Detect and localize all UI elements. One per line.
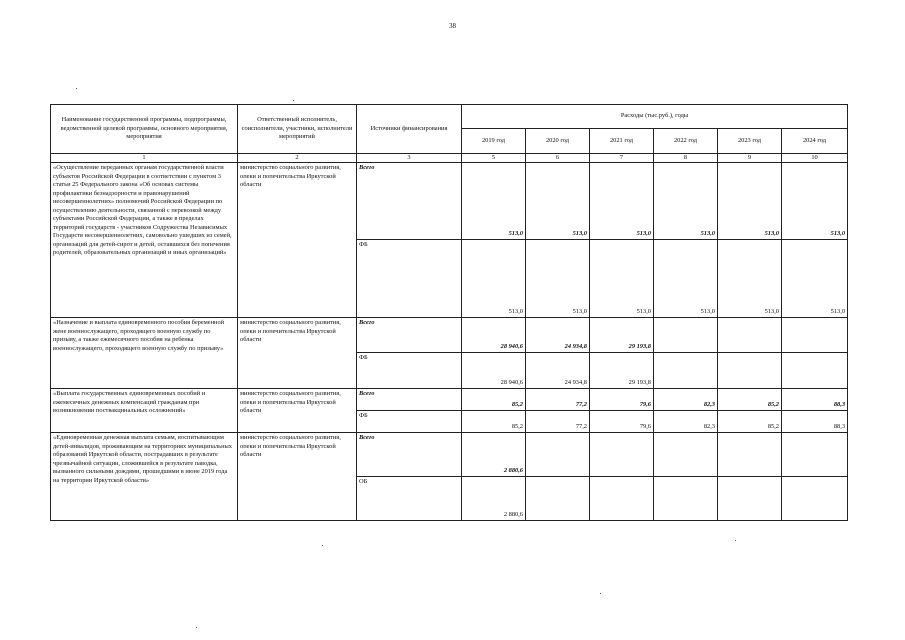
source-label: Всего: [357, 389, 462, 411]
expense-value: 513,0: [590, 240, 654, 318]
section-executor: министерство социального развития, опеки и попечительства Иркутской области: [238, 389, 357, 433]
column-number: 2: [238, 154, 357, 163]
header-program-name: Наименование государственной программы, подпрограммы, ведомственной целевой программы, основного мероприятия, мероприятия: [51, 105, 238, 154]
header-year: 2021 год: [590, 129, 654, 154]
expense-value: 82,3: [654, 411, 718, 433]
scan-speck: [600, 593, 601, 594]
column-number: 5: [462, 154, 526, 163]
section-executor: министерство социального развития, опеки и попечительства Иркутской области: [238, 163, 357, 318]
table-row: [51, 433, 848, 477]
expense-value: 2 880,6: [462, 477, 526, 521]
expense-value: [782, 353, 848, 389]
scan-speck: [76, 88, 77, 89]
source-label: ФБ: [357, 411, 462, 433]
expense-value: [654, 318, 718, 353]
expense-value: 77,2: [526, 389, 590, 411]
expense-value: 24 934,8: [526, 318, 590, 353]
expense-value: 79,6: [590, 389, 654, 411]
expense-value: [718, 353, 782, 389]
header-expenses: Расходы (тыс.руб.), годы: [462, 105, 848, 129]
expense-value: 2 880,6: [462, 433, 526, 477]
expense-value: [654, 353, 718, 389]
column-number: 7: [590, 154, 654, 163]
expense-value: [718, 433, 782, 477]
page-number: 38: [449, 22, 456, 30]
scan-speck: [196, 627, 197, 628]
header-year: 2019 год: [462, 129, 526, 154]
expense-value: 513,0: [590, 163, 654, 240]
section-executor: министерство социального развития, опеки и попечительства Иркутской области: [238, 318, 357, 389]
source-label: ФБ: [357, 353, 462, 389]
expense-value: 513,0: [526, 163, 590, 240]
expense-value: 28 940,6: [462, 353, 526, 389]
source-label: Всего: [357, 163, 462, 240]
column-number: 8: [654, 154, 718, 163]
expense-value: [718, 477, 782, 521]
expense-value: 85,2: [462, 411, 526, 433]
table-row: [51, 163, 848, 240]
column-number: 1: [51, 154, 238, 163]
section-name: «Осуществление переданных органам государственной власти субъектов Российской Федерации в соответствии с пунктом 3 статьи 25 Федерального закона «Об основах системы профилактики безнадзорности и правонарушений несовершеннолетних» полномочий Российской Федерации по осуществлению деятельности, связанной с перевозкой между субъектами Российской Федерации, а также в пределах территорий государств - участников Содружества Независимых Государств несовершеннолетних, самовольно ушедших из семей, организаций для детей-сирот и детей, оставшихся без попечения родителей, образовательных организаций и иных организаций»: [51, 163, 238, 318]
table-body: [51, 154, 848, 521]
table-header: [51, 105, 848, 154]
expense-value: [782, 318, 848, 353]
header-sources: Источники финансирования: [357, 105, 462, 154]
expense-value: [782, 477, 848, 521]
scan-speck: [735, 540, 736, 541]
expense-value: 513,0: [462, 240, 526, 318]
expense-value: [654, 433, 718, 477]
section-name: «Выплата государственных единовременных пособий и ежемесячных денежных компенсаций гражданам при возникновении поствакцинальных осложнений»: [51, 389, 238, 433]
section-name: «Единовременная денежная выплата семьям, воспитывающим детей-инвалидов, проживающим на территориях муниципальных образований Иркутской области, пострадавших в результате чрезвычайной ситуации, сложившейся в результате паводка, вызванного сильными дождями, прошедшими в июне 2019 года на территории Иркутской области»: [51, 433, 238, 521]
expense-value: [590, 433, 654, 477]
table-row: [51, 389, 848, 411]
expense-value: 513,0: [718, 240, 782, 318]
column-number: 10: [782, 154, 848, 163]
expense-value: 82,3: [654, 389, 718, 411]
expense-value: 85,2: [718, 411, 782, 433]
expense-value: 513,0: [462, 163, 526, 240]
scan-speck: [322, 545, 323, 546]
expense-value: [590, 477, 654, 521]
expense-value: 28 940,6: [462, 318, 526, 353]
expense-value: 513,0: [782, 240, 848, 318]
expense-value: 513,0: [526, 240, 590, 318]
section-executor: министерство социального развития, опеки и попечительства Иркутской области: [238, 433, 357, 521]
column-number: 9: [718, 154, 782, 163]
source-label: ФБ: [357, 240, 462, 318]
expense-value: 77,2: [526, 411, 590, 433]
column-number-row: [51, 154, 848, 163]
source-label: Всего: [357, 433, 462, 477]
expense-value: [718, 318, 782, 353]
expense-value: 85,2: [718, 389, 782, 411]
expense-value: [654, 477, 718, 521]
expense-value: 85,2: [462, 389, 526, 411]
expense-value: [526, 433, 590, 477]
header-year: 2022 год: [654, 129, 718, 154]
expense-value: 513,0: [718, 163, 782, 240]
expense-value: 513,0: [782, 163, 848, 240]
expense-value: 29 193,8: [590, 353, 654, 389]
column-number: 6: [526, 154, 590, 163]
expense-value: 24 934,8: [526, 353, 590, 389]
table-row: [51, 318, 848, 353]
expense-value: [526, 477, 590, 521]
expense-value: 513,0: [654, 163, 718, 240]
scan-speck: [293, 100, 294, 101]
source-label: Всего: [357, 318, 462, 353]
section-name: «Назначение и выплата единовременного пособия беременной жене военнослужащего, проходящего военную службу по призыву, а также ежемесячного пособия на ребенка военнослужащего, проходящего военную службу по призыву»: [51, 318, 238, 389]
expense-value: 513,0: [654, 240, 718, 318]
expense-value: 88,3: [782, 389, 848, 411]
header-executor: Ответственный исполнитель, соисполнители, участники, исполнители мероприятий: [238, 105, 357, 154]
header-year: 2023 год: [718, 129, 782, 154]
expense-value: 88,3: [782, 411, 848, 433]
header-year: 2024 год: [782, 129, 848, 154]
expense-value: [782, 433, 848, 477]
expense-value: 79,6: [590, 411, 654, 433]
expense-value: 29 193,8: [590, 318, 654, 353]
budget-table: [50, 104, 848, 521]
source-label: ОБ: [357, 477, 462, 521]
column-number: 3: [357, 154, 462, 163]
header-year: 2020 год: [526, 129, 590, 154]
